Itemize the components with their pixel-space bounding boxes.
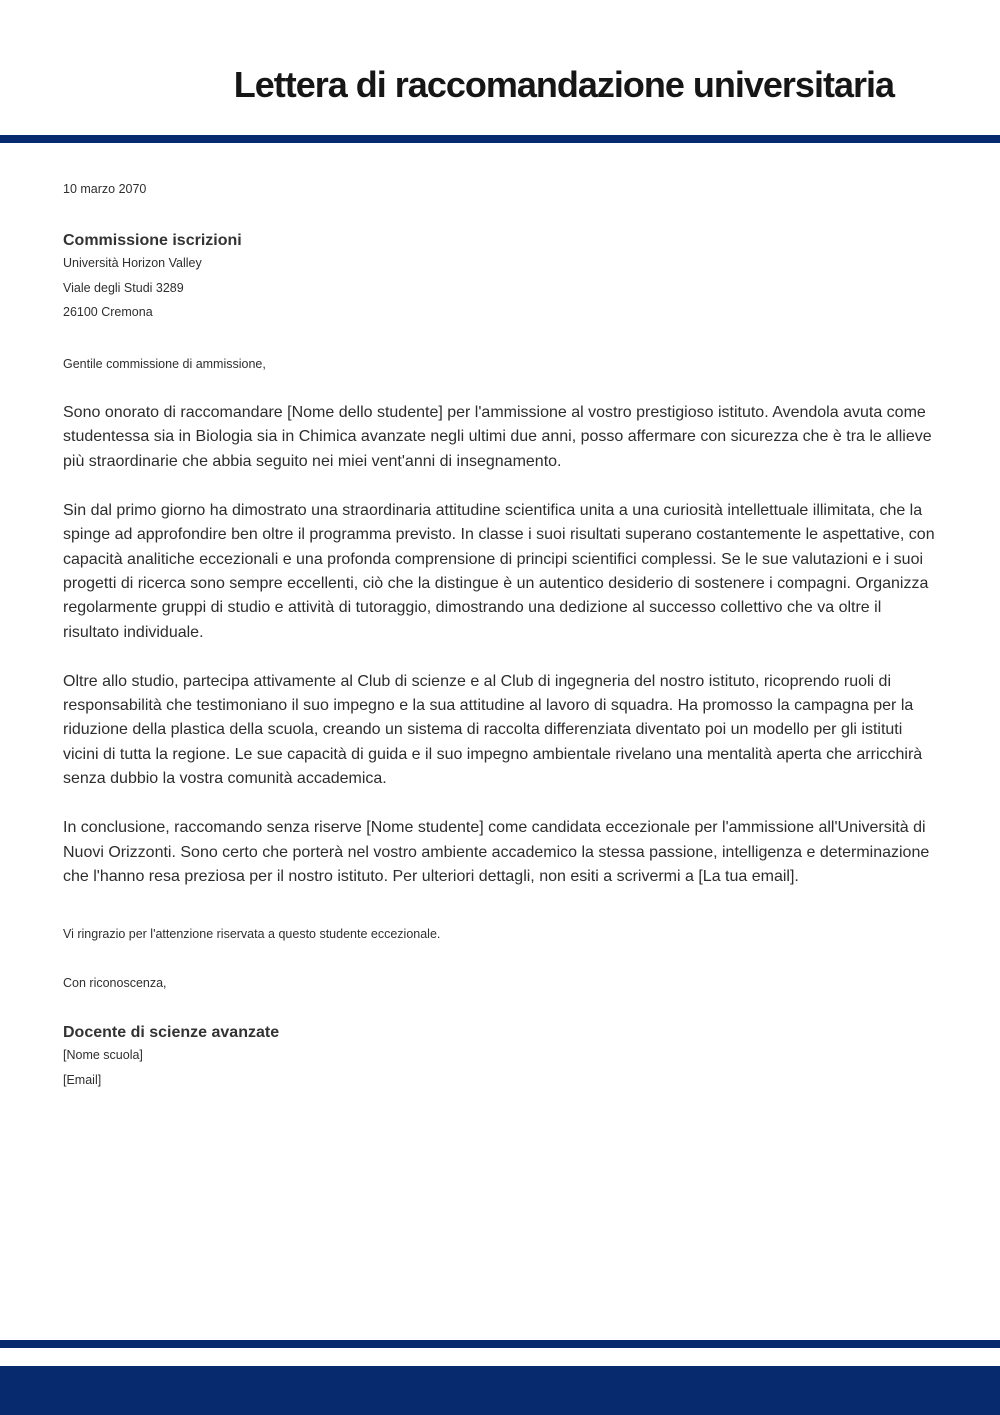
closing-line: Con riconoscenza, [63, 976, 167, 991]
body-paragraph: Sono onorato di raccomandare [Nome dello studente] per l'ammissione al vostro prestigioso istituto. Avendola avuta come studentessa sia in Biologia sia in Chimica avanzate negli ultimi due anni, posso affermare con sicurezza che è tra le allieve più straordinarie che abbia seguito nei miei vent'anni di insegnamento. [63, 404, 932, 470]
top-divider-bar [0, 135, 1000, 143]
letter-date: 10 marzo 2070 [63, 182, 147, 196]
signature-line: [Email] [63, 1072, 102, 1087]
signature-block [63, 1023, 938, 1089]
document-title: Lettera di raccomandazione universitaria [233, 64, 894, 105]
footer-band [0, 1366, 1000, 1415]
letter-body [63, 180, 938, 1095]
recipient-block [63, 231, 938, 321]
recipient-line: Università Horizon Valley [63, 256, 202, 270]
recipient-line: 26100 Cremona [63, 305, 153, 319]
signature-name: Docente di scienze avanzate [63, 1024, 280, 1042]
body-paragraph: Sin dal primo giorno ha dimostrato una straordinaria attitudine scientifica unita a una curiosità intellettuale illimitata, che la spinge ad approfondire ben oltre il programma previsto. In classe i suoi risultati superano costantemente le aspettative, con capacità analitiche eccezionali e una profonda comprensione di principi scientifici complessi. Se le sue valutazioni e i suoi progetti di ricerca sono sempre eccellenti, ciò che la distingue è un autentico desiderio di sostenere i compagni. Organizza regolarmente gruppi di studio e attività di tutoraggio, dimostrando una dedizione al successo collettivo che va oltre il risultato individuale. [63, 501, 935, 641]
body-paragraph: In conclusione, raccomando senza riserve [Nome studente] come candidata eccezionale per l'ammissione all'Università di Nuovi Orizzonti. Sono certo che porterà nel vostro ambiente accademico la stessa passione, intelligenza e determinazione che l'hanno resa preziosa per il nostro istituto. Per ulteriori dettagli, non esiti a scrivermi a [La tua email]. [63, 819, 930, 885]
greeting: Gentile commissione di ammissione, [63, 357, 266, 371]
signature-line: [Nome scuola] [63, 1048, 143, 1063]
recipient-line: Viale degli Studi 3289 [63, 280, 184, 295]
thanks-line: Vi ringrazio per l'attenzione riservata a questo studente eccezionale. [63, 927, 441, 942]
recipient-name: Commissione iscrizioni [63, 232, 242, 249]
bottom-divider-bar [0, 1340, 1000, 1348]
body-paragraph: Oltre allo studio, partecipa attivamente al Club di scienze e al Club di ingegneria del nostro istituto, ricoprendo ruoli di responsabilità che testimoniano il suo impegno e la sua attitudine al lavoro di squadra. Ha promosso la campagna per la riduzione della plastica della scuola, creando un sistema di raccolta differenziata diventato poi un modello per gli istituti vicini di tutta la regione. Le sue capacità di guida e il suo impegno ambientale rivelano una mentalità aperta che arricchirà senza dubbio la vostra comunità accademica. [63, 672, 923, 788]
